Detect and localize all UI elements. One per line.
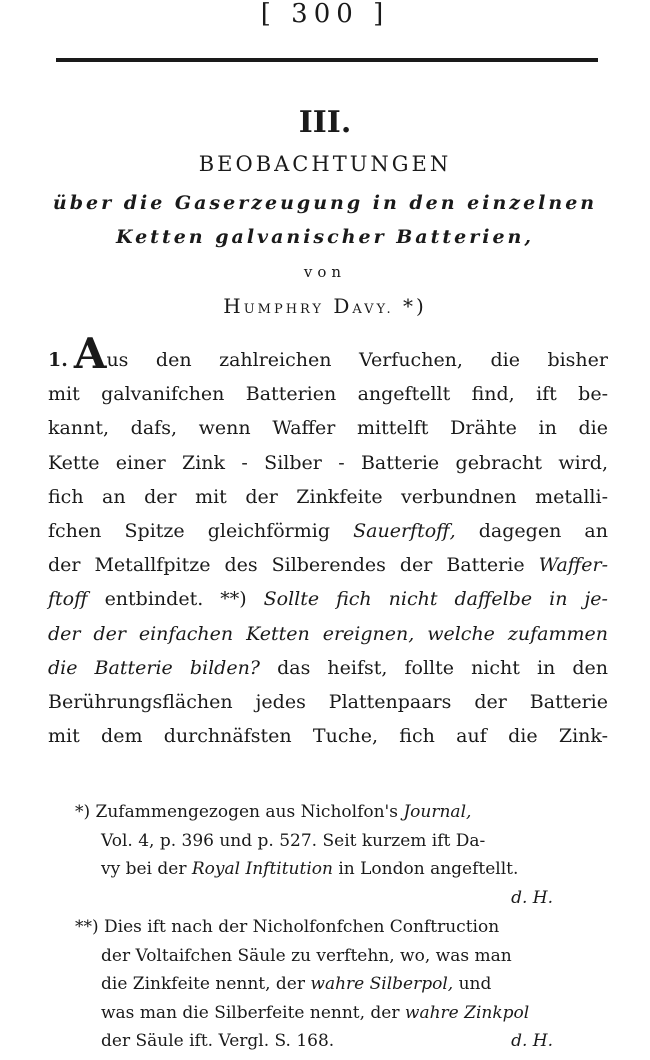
text-segment: us den zahlreichen Verfuchen, die bisher: [106, 349, 608, 371]
text-line: [48, 514, 608, 548]
author-footnote-mark: *): [402, 294, 427, 318]
italic-term: Journal,: [403, 802, 472, 822]
text-segment: *) Zufammengezogen aus Nicholfon's: [75, 802, 404, 822]
italic-term: Sauerftoff,: [353, 519, 456, 542]
footnote-line: der Voltaifchen Säule zu verftehn, wo, was man: [101, 945, 512, 966]
italic-term: Waffer-: [538, 554, 608, 577]
text-line: [48, 329, 608, 378]
footnote-line: [75, 855, 613, 884]
text-segment: der Säule ift. Vergl. S. 168.: [101, 1031, 335, 1051]
text-segment: das heifst, follte nicht in den: [260, 656, 609, 679]
article-numeral: III.: [298, 105, 352, 140]
text-line: [48, 719, 608, 753]
text-line: [48, 480, 608, 514]
footnote-line: [75, 1027, 613, 1056]
italic-segment: der der einfachen Ketten ereignen, welche zufammen: [48, 622, 608, 645]
italic-term: ftoff: [48, 588, 88, 611]
text-line: [48, 411, 608, 445]
header-rule: [56, 58, 598, 62]
text-line: [48, 651, 608, 685]
article-heading: BEOBACHTUNGEN: [198, 152, 452, 176]
text-line: [48, 582, 608, 616]
signature-text: d. H.: [511, 1031, 553, 1051]
text-segment: Berührungsflächen jedes Plattenpaars der Batterie: [48, 690, 608, 713]
text-line: [48, 685, 608, 719]
article-subtitle-line-1: über die Gaserzeugung in den einzelnen: [52, 192, 598, 214]
text-segment: Kette einer Zink - Silber - Batterie gebracht wird,: [48, 451, 608, 474]
italic-segment: die Batterie bilden?: [48, 656, 260, 679]
text-segment: was man die Silberfeite nennt, der: [101, 1002, 405, 1023]
text-line: [48, 548, 608, 582]
author-last-rest: AVY.: [352, 302, 394, 317]
text-segment: und: [453, 974, 492, 994]
text-segment: entbindet. **): [87, 588, 264, 611]
paragraph-1: [48, 329, 609, 753]
text-line: [48, 446, 608, 480]
footnote-signature: [75, 884, 613, 913]
footnote-2: [75, 913, 613, 1056]
text-line: [48, 617, 608, 651]
footnote-line: [75, 798, 613, 827]
footnote-1: [75, 798, 613, 912]
signature-text: d. H.: [511, 887, 553, 908]
paragraph-number: 1.: [48, 349, 68, 371]
author-first-initial: H: [223, 294, 244, 318]
author-first-rest: UMPHRY: [243, 302, 325, 317]
text-segment: kannt, dafs, wenn Waffer mittelft Drähte in die: [48, 417, 608, 440]
italic-term: wahre Silberpol,: [310, 974, 454, 994]
byline-von: von: [303, 263, 347, 281]
drop-cap: A: [73, 329, 107, 378]
italic-segment: Sollte fich nicht daffelbe in je-: [263, 588, 608, 611]
text-segment: mit dem durchnäfsten Tuche, fich auf die Zink-: [48, 725, 608, 748]
page-number: [ 300 ]: [260, 0, 390, 29]
text-segment: mit galvanifchen Batterien angeftellt find, ift be-: [48, 383, 608, 406]
author-last-initial: D: [333, 294, 353, 318]
footnote-line: Vol. 4, p. 396 und p. 527. Seit kurzem ift Da-: [101, 830, 486, 851]
text-segment: vy bei der: [101, 859, 192, 879]
text-segment: fchen Spitze gleichförmig: [48, 519, 354, 542]
footnote-line: [75, 970, 613, 999]
italic-term: wahre Zinkpol: [404, 1002, 530, 1023]
text-segment: die Zinkfeite nennt, der: [101, 974, 311, 994]
italic-term: Royal Inftitution: [191, 859, 333, 879]
footnote-line: **) Dies ift nach der Nicholfonfchen Conftruction: [75, 917, 500, 937]
footnote-line: [75, 999, 613, 1028]
text-segment: fich an der mit der Zinkfeite verbundnen metalli-: [48, 485, 608, 508]
text-line: [48, 377, 608, 411]
article-subtitle-line-2: Ketten galvanischer Batterien,: [115, 226, 534, 248]
author-name: [0, 294, 650, 318]
text-segment: in London angeftellt.: [332, 859, 519, 879]
text-segment: der Metallfpitze des Silberendes der Batterie: [48, 554, 539, 577]
text-segment: dagegen an: [455, 519, 608, 542]
